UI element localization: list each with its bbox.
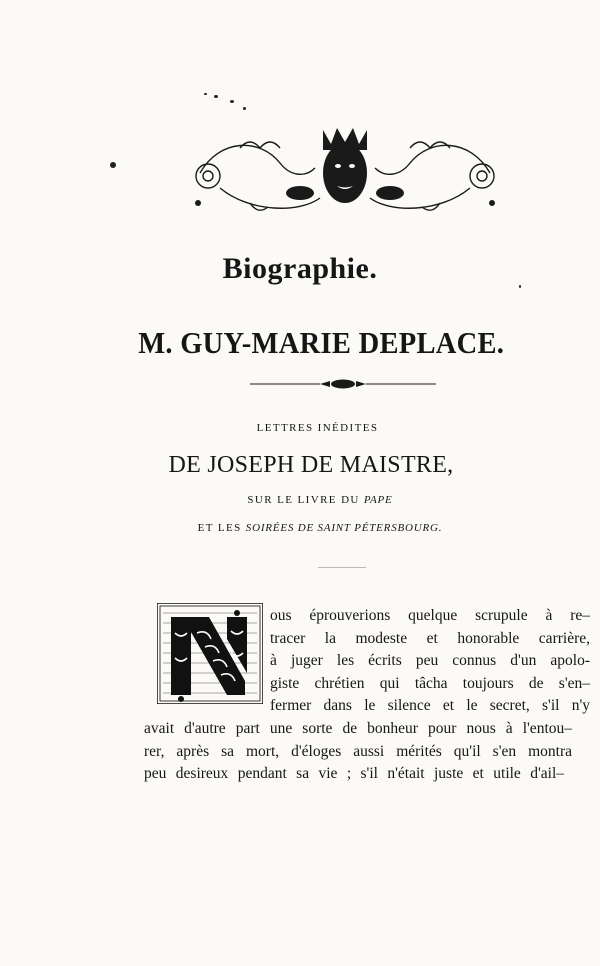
body-paragraph <box>144 605 600 786</box>
page-title: M. GUY-MARIE DEPLACE. <box>138 325 505 360</box>
body-line-7: rer, après sa mort, d'éloges aussi mérités qu'il s'en montra <box>144 742 572 760</box>
ink-speck <box>230 100 234 103</box>
ink-speck <box>110 162 116 168</box>
subtitle-line-3-italic: PAPE <box>363 494 393 506</box>
ink-speck <box>204 93 207 95</box>
body-line-5: fermer dans le silence et le secret, s'il n'y <box>270 697 590 715</box>
section-rubric: Biographie. <box>222 252 378 285</box>
body-line-8: peu desireux pendant sa vie ; s'il n'était juste et utile d'ail– <box>144 765 564 783</box>
ornamental-rule-icon <box>250 378 436 390</box>
body-line-3: à juger les écrits peu connus d'un apolo- <box>270 652 590 670</box>
body-line-1: ous éprouverions quelque scrupule à re– <box>270 607 590 624</box>
subtitle-line-3 <box>0 494 600 506</box>
subtitle-line-4-prefix: ET LES <box>197 522 242 534</box>
ink-speck <box>214 95 218 98</box>
body-line-2: tracer la modeste et honorable carrière, <box>270 629 590 647</box>
body-line-6: avait d'autre part une sorte de bonheur pour nous à l'entou– <box>144 719 572 737</box>
body-line-4: giste chrétien qui tâcha toujours de s'en– <box>270 674 590 692</box>
subtitle-line-1: LETTRES INÉDITES <box>256 422 379 434</box>
subtitle-line-4-italic: SOIRÉES DE SAINT PÉTERSBOURG. <box>245 522 443 534</box>
short-divider <box>318 567 366 568</box>
headpiece-ornament-icon <box>180 118 510 228</box>
subtitle-line-4 <box>0 522 600 534</box>
ink-speck <box>243 107 246 110</box>
subtitle-line-3-prefix: SUR LE LIVRE DU <box>247 494 360 506</box>
subtitle-line-2: DE JOSEPH DE MAISTRE, <box>168 452 454 478</box>
